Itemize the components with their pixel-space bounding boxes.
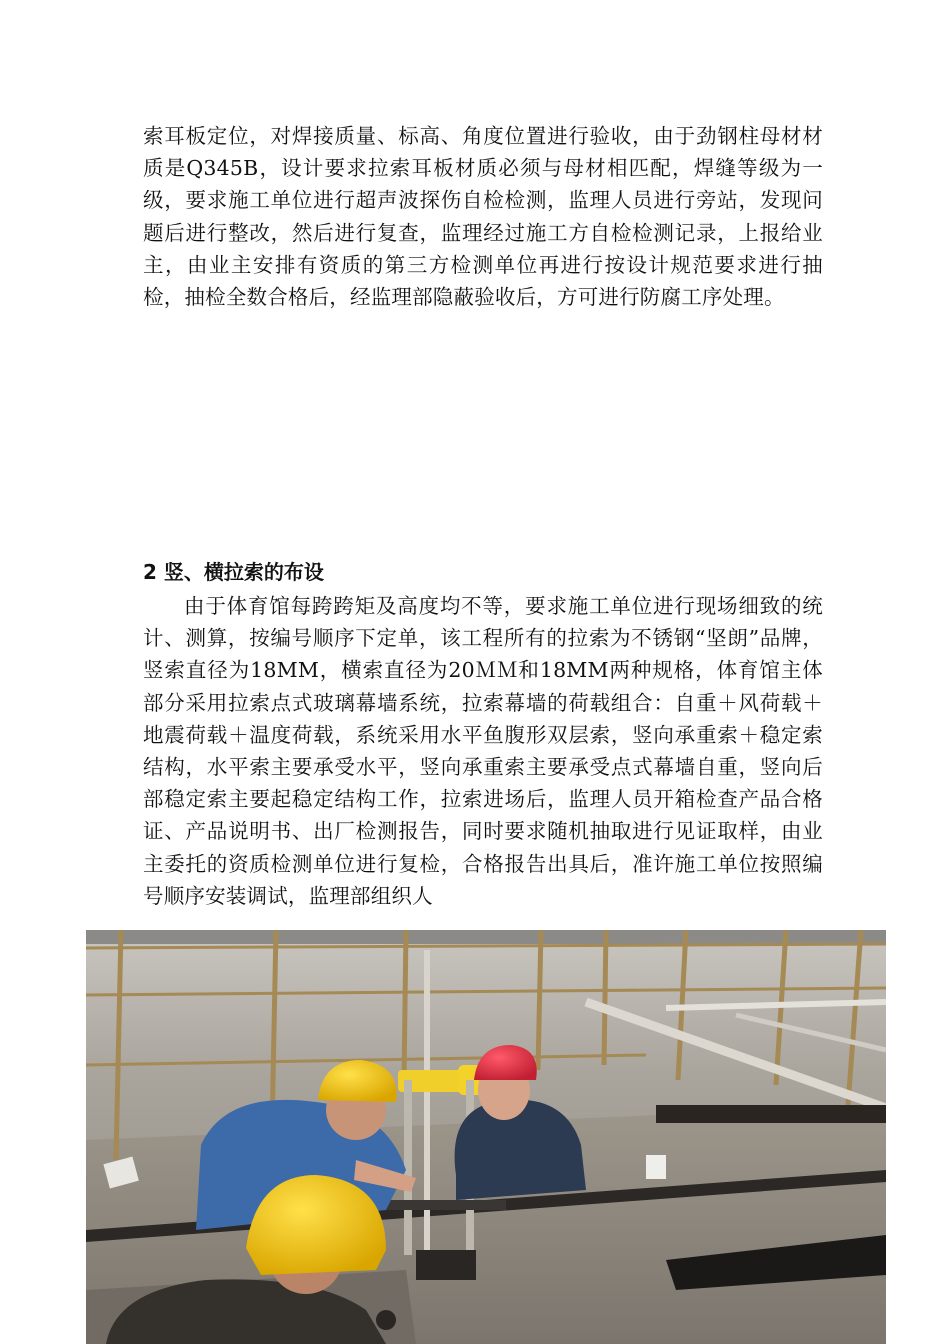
construction-site-photo (86, 930, 886, 1344)
ceiling-band (86, 930, 886, 944)
paragraph-1: 索耳板定位，对焊接质量、标高、角度位置进行验收，由于劲钢柱母材材质是Q345B，设计要求拉索耳板材质必须与母材相匹配，焊缝等级为一级，要求施工单位进行超声波探伤自检检测，监理人员进行旁站，发现问题后进行整改，然后进行复查，监理经过施工方自检检测记录，上报给业主，由业主安排有资质的第三方检测单位再进行按设计规范要求进行抽检，抽检全数合格后，经监理部隐蔽验收后，方可进行防腐工序处理。 (143, 124, 823, 310)
section-heading: 2 竖、横拉索的布设 (143, 560, 324, 584)
paragraph-2: 由于体育馆每跨跨矩及高度均不等，要求施工单位进行现场细致的统计、测算，按编号顺序下定单，该工程所有的拉索为不锈钢“坚朗”品牌，竖索直径为18MM，横索直径为20ＭＭ和18MM两种规格，体育馆主体部分采用拉索点式玻璃幕墙系统，拉索幕墙的荷载组合：自重＋风荷载＋地震荷载＋温度荷载，系统采用水平鱼腹形双层索，竖向承重索＋稳定索结构，水平索主要承受水平，竖向承重索主要承受点式幕墙自重，竖向后部稳定索主要起稳定结构工作，拉索进场后，监理人员开箱检查产品合格证、产品说明书、出厂检测报告，同时要求随机抽取进行见证取样，由业主委托的资质检测单位进行复检，合格报告出具后，准许施工单位按照编号顺序安装调试，监理部组织人 (143, 594, 823, 908)
